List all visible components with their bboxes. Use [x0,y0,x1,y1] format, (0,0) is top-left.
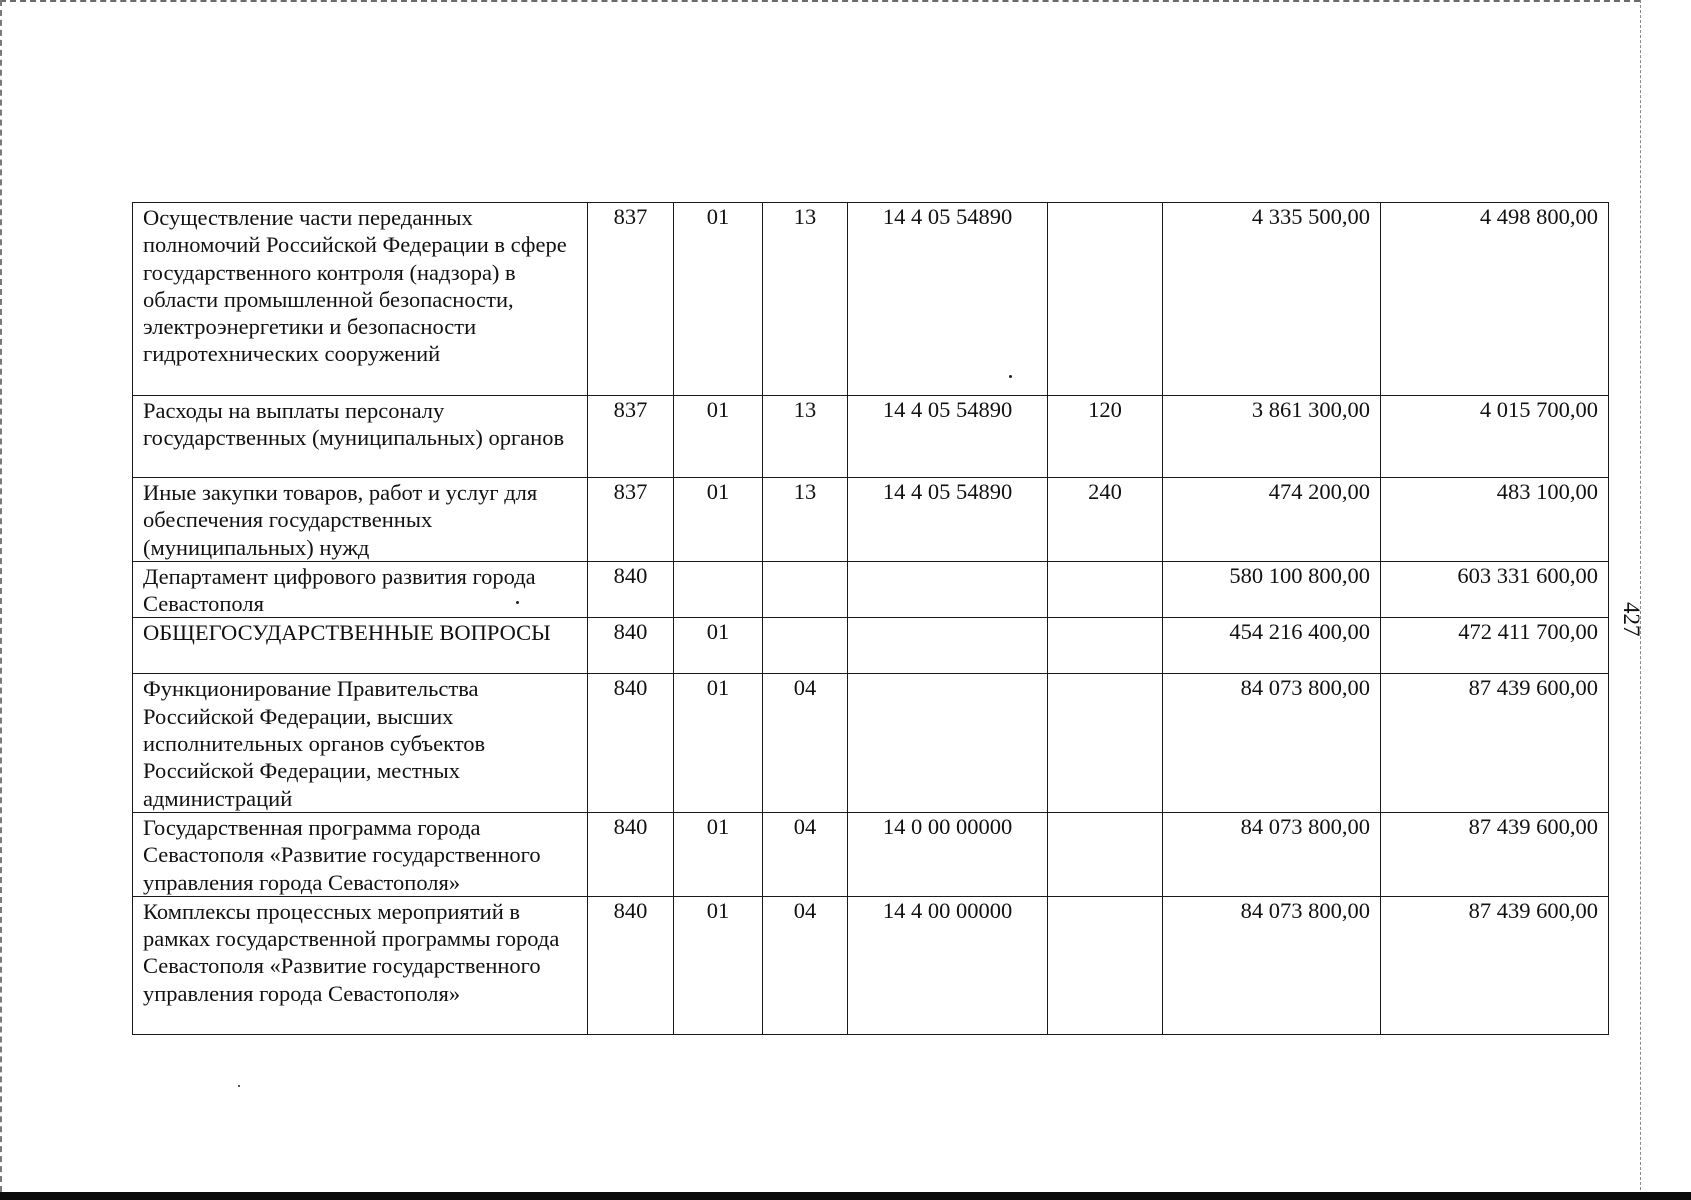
ministry-code: 837 [588,203,674,396]
ministry-code: 840 [588,618,674,674]
amount-year-1: 4 335 500,00 [1163,203,1381,396]
budget-table [132,202,1609,1035]
section-code: 01 [674,896,763,1034]
ministry-code: 840 [588,812,674,896]
scan-speck [1009,375,1012,378]
table-row [133,896,1609,1034]
expense-type-code: 120 [1048,396,1163,478]
amount-year-2: 87 439 600,00 [1381,812,1609,896]
scan-speck [516,601,519,604]
section-code: 01 [674,812,763,896]
ministry-code: 837 [588,396,674,478]
section-code: 01 [674,618,763,674]
scan-right-edge [1640,0,1691,1200]
amount-year-2: 472 411 700,00 [1381,618,1609,674]
row-name: Государственная программа города Севастополя «Развитие государственного управления города Севастополя» [133,812,588,896]
amount-year-1: 3 861 300,00 [1163,396,1381,478]
section-code [674,561,763,618]
amount-year-2: 87 439 600,00 [1381,896,1609,1034]
expense-type-code [1048,812,1163,896]
section-code: 01 [674,674,763,812]
target-article-code: 14 0 00 00000 [848,812,1048,896]
target-article-code [848,674,1048,812]
table-row [133,618,1609,674]
row-name: Иные закупки товаров, работ и услуг для обеспечения государственных (муниципальных) нужд [133,478,588,562]
table-row [133,478,1609,562]
amount-year-1: 84 073 800,00 [1163,674,1381,812]
amount-year-1: 84 073 800,00 [1163,812,1381,896]
target-article-code: 14 4 05 54890 [848,396,1048,478]
expense-type-code [1048,561,1163,618]
table-row [133,812,1609,896]
scan-speck [238,1085,240,1087]
scan-left-edge [0,0,2,1192]
row-name: ОБЩЕГОСУДАРСТВЕННЫЕ ВОПРОСЫ [133,618,588,674]
ministry-code: 840 [588,561,674,618]
ministry-code: 840 [588,674,674,812]
scan-top-edge [0,0,1640,2]
amount-year-2: 4 498 800,00 [1381,203,1609,396]
amount-year-1: 474 200,00 [1163,478,1381,562]
ministry-code: 840 [588,896,674,1034]
target-article-code: 14 4 05 54890 [848,478,1048,562]
amount-year-2: 4 015 700,00 [1381,396,1609,478]
target-article-code: 14 4 05 54890 [848,203,1048,396]
expense-type-code [1048,203,1163,396]
expense-type-code: 240 [1048,478,1163,562]
subsection-code: 04 [763,812,848,896]
subsection-code: 04 [763,674,848,812]
row-name: Департамент цифрового развития города Севастополя [133,561,588,618]
amount-year-2: 483 100,00 [1381,478,1609,562]
subsection-code [763,561,848,618]
section-code: 01 [674,396,763,478]
amount-year-2: 603 331 600,00 [1381,561,1609,618]
row-name: Осуществление части переданных полномочий Российской Федерации в сфере государственного контроля (надзора) в области промышленной безопасности, электроэнергетики и безопасности гидротехнических сооружений [133,203,588,396]
target-article-code [848,618,1048,674]
amount-year-2: 87 439 600,00 [1381,674,1609,812]
subsection-code: 13 [763,478,848,562]
row-name: Функционирование Правительства Российской Федерации, высших исполнительных органов субъектов Российской Федерации, местных администраций [133,674,588,812]
table-row [133,561,1609,618]
row-name: Комплексы процессных мероприятий в рамках государственной программы города Севастополя «Развитие государственного управления города Севастополя» [133,896,588,1034]
amount-year-1: 84 073 800,00 [1163,896,1381,1034]
subsection-code: 04 [763,896,848,1034]
amount-year-1: 580 100 800,00 [1163,561,1381,618]
target-article-code [848,561,1048,618]
subsection-code: 13 [763,203,848,396]
target-article-code: 14 4 00 00000 [848,896,1048,1034]
subsection-code: 13 [763,396,848,478]
row-name: Расходы на выплаты персоналу государственных (муниципальных) органов [133,396,588,478]
section-code: 01 [674,203,763,396]
expense-type-code [1048,674,1163,812]
subsection-code [763,618,848,674]
table-row [133,396,1609,478]
expense-type-code [1048,618,1163,674]
ministry-code: 837 [588,478,674,562]
scan-bottom-bar [0,1192,1691,1200]
page-number: 427 [1619,602,1644,637]
table-row [133,674,1609,812]
expense-type-code [1048,896,1163,1034]
section-code: 01 [674,478,763,562]
table-row [133,203,1609,396]
amount-year-1: 454 216 400,00 [1163,618,1381,674]
